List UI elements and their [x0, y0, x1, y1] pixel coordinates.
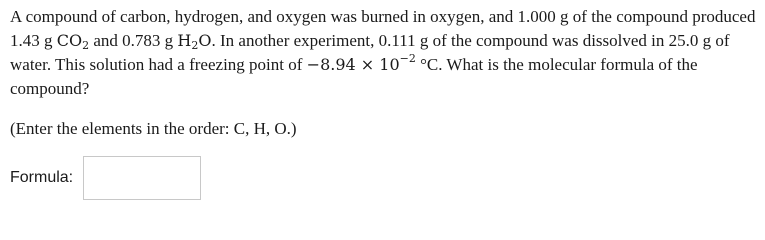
question-seg-1: A compound of carbon, hydrogen, and oxygen was burned in oxygen, and 1.000 g of the compound produced 1.43 g: [10, 7, 756, 50]
h2o-h: H: [177, 31, 192, 50]
co2-formula: [57, 31, 89, 50]
question-text: [10, 5, 760, 101]
answer-row: [10, 156, 201, 200]
freezing-point-mantissa: −8.94 × 10: [306, 55, 400, 74]
formula-label: Formula:: [10, 169, 74, 186]
h2o-formula: [177, 31, 211, 50]
question-seg-3: . In another experiment, 0.111 g of the compound was dissolved in 25.0 g of water. This solution had a freezing point of: [10, 31, 730, 74]
h2o-o: O: [198, 31, 212, 50]
co2-main: CO: [56, 31, 83, 50]
question-seg-2: and 0.783 g: [89, 31, 178, 50]
question-seg-4: °C. What is the molecular formula of the compound?: [10, 55, 698, 98]
instruction-text: (Enter the elements in the order: C, H, O.): [10, 119, 297, 138]
freezing-point-exponent: −2: [399, 52, 416, 65]
co2-subscript: 2: [82, 39, 90, 52]
h2o-subscript: 2: [191, 39, 199, 52]
freezing-point-value: [306, 52, 416, 74]
formula-input[interactable]: [83, 156, 201, 200]
